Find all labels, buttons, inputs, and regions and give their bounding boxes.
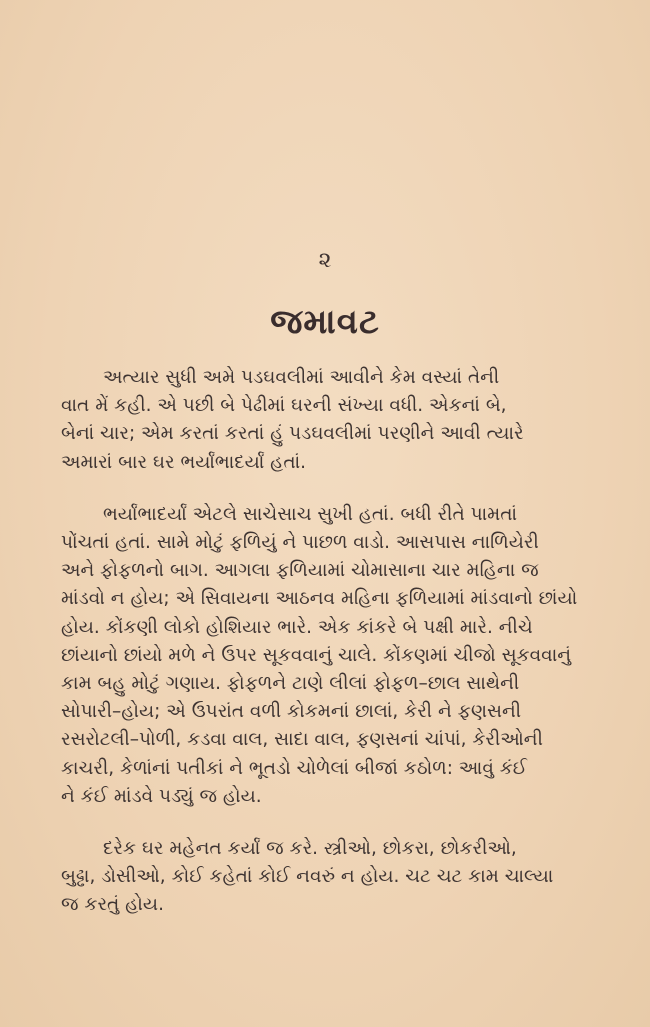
paragraph-1 [61, 364, 591, 477]
text-line: ને કંઈ માંડવે પડ્યું જ હોય. [61, 785, 262, 807]
text-line: રસરોટલી–પોળી, કડવા વાલ, સાદા વાલ, ફણસનાં ચાંપાં, કેરીઓની [61, 729, 543, 751]
text-line: બેનાં ચાર; એમ કરતાં કરતાં હું પડઘવલીમાં પરણીને આવી ત્યારે [61, 423, 524, 445]
text-line: દરેક ઘર મહેનત કર્યાં જ કરે. સ્ત્રીઓ, છોકરા, છોકરીઓ, [103, 838, 517, 860]
text-line: કામ બહુ મોટું ગણાય. ફોફળને ટાણે લીલાં ફોફળ–છાલ સાથેની [61, 673, 520, 695]
text-line: માંડવો ન હોય; એ સિવાયના આઠનવ મહિના ફળિયામાં માંડવાનો છાંયો [61, 588, 578, 610]
chapter-number: ૨ [318, 248, 332, 273]
paragraph-2 [61, 501, 591, 811]
chapter-title: જમાવટ [270, 302, 380, 342]
text-line: અમારાં બાર ઘર ભર્યાંભાદર્યાં હતાં. [61, 451, 307, 473]
chapter-body [61, 364, 591, 920]
text-line: હોય. કોંકણી લોકો હોશિયાર ભારે. એક કાંકરે બે પક્ષી મારે. નીચે [61, 616, 533, 638]
text-line: જ કરતું હોય. [61, 894, 164, 916]
text-line: ભર્યાંભાદર્યાં એટલે સાચેસાચ સુખી હતાં. બધી રીતે પામતાં [103, 503, 517, 525]
text-line: સોપારી–હોય; એ ઉપરાંત વળી કોકમનાં છાલાં, કેરી ને ફણસની [61, 701, 522, 723]
text-line: પોંચતાં હતાં. સામે મોટું ફળિયું ને પાછળ વાડો. આસપાસ નાળિયેરી [61, 532, 539, 554]
text-line: કાચરી, કેળાંનાં પતીકાં ને ભૂતડો ચોળેલાં બીજાં કઠોળ: આવું કંઈ [61, 757, 528, 779]
text-line: છાંયાનો છાંયો મળે ને ઉપર સૂકવવાનું ચાલે. કોંકણમાં ચીજો સૂકવવાનું [61, 644, 572, 666]
text-line: બુઢ્ઢા, ડોસીઓ, કોઈ કહેતાં કોઈ નવરું ન હોય. ચટ ચટ કામ ચાલ્યા [61, 866, 554, 888]
paragraph-3 [61, 835, 591, 920]
text-line: અત્યાર સુધી અમે પડઘવલીમાં આવીને કેમ વસ્યાં તેની [103, 367, 500, 388]
text-line: અને ફોફળનો બાગ. આગલા ફળિયામાં ચોમાસાના ચાર મહિના જ [61, 560, 539, 582]
text-line: વાત મેં કહી. એ પછી બે પેઢીમાં ઘરની સંખ્યા વધી. એકનાં બે, [61, 395, 507, 417]
